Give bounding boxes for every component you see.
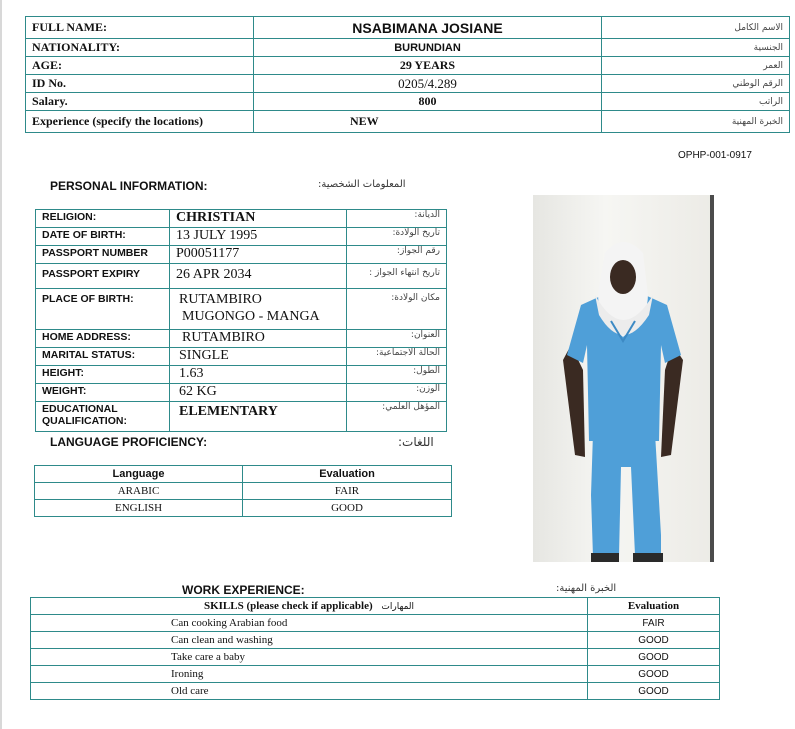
label: PASSPORT EXPIRY	[36, 264, 170, 289]
label: MARITAL STATUS:	[36, 348, 170, 366]
place-of-birth-value: RUTAMBIRO	[179, 292, 262, 307]
language-header: Language	[35, 466, 243, 483]
label: ID No.	[26, 75, 254, 93]
page-edge	[0, 0, 2, 729]
person-figure	[533, 195, 714, 562]
row-salary	[26, 93, 790, 111]
label-ar: الحالة الاجتماعية:	[347, 348, 447, 366]
language-row	[35, 500, 452, 517]
personal-info-title-ar: المعلومات الشخصية:	[318, 179, 406, 190]
skill-row	[31, 666, 720, 683]
row-height	[36, 366, 447, 384]
label: PLACE OF BIRTH:	[36, 289, 170, 330]
label: RELIGION:	[36, 210, 170, 228]
label: EDUCATIONAL QUALIFICATION:	[36, 402, 170, 432]
skills-header-row	[31, 598, 720, 615]
skills-table	[30, 597, 720, 700]
education-value: ELEMENTARY	[170, 402, 347, 432]
label: WEIGHT:	[36, 384, 170, 402]
label-ar: الطول:	[347, 366, 447, 384]
age-value: 29 YEARS	[254, 57, 602, 75]
row-dob	[36, 228, 447, 246]
label: Salary.	[26, 93, 254, 111]
skill-row	[31, 683, 720, 700]
label: Experience (specify the locations)	[26, 111, 254, 133]
skill-evaluation: GOOD	[588, 649, 720, 666]
id-value: 0205/4.289	[254, 75, 602, 93]
label-ar: الرقم الوطني	[602, 75, 790, 93]
skill-row	[31, 649, 720, 666]
row-place-of-birth	[36, 289, 447, 330]
row-home-address	[36, 330, 447, 348]
skills-header-ar: المهارات	[381, 602, 415, 612]
passport-number-value: P00051177	[170, 246, 347, 264]
row-passport-number	[36, 246, 447, 264]
skill-evaluation: GOOD	[588, 632, 720, 649]
candidate-photo	[533, 195, 714, 562]
label-ar: تاريخ انتهاء الجواز :	[347, 264, 447, 289]
place-of-birth-value-2: MUGONGO - MANGA	[182, 309, 320, 324]
language-name: ARABIC	[35, 483, 243, 500]
evaluation-header: Evaluation	[243, 466, 452, 483]
skill-row	[31, 632, 720, 649]
salary-value: 800	[254, 93, 602, 111]
nationality-value: BURUNDIAN	[254, 39, 602, 57]
label-ar: الجنسية	[602, 39, 790, 57]
label-ar: الوزن:	[347, 384, 447, 402]
skill-name: Old care	[31, 683, 588, 700]
label-ar: الديانة:	[347, 210, 447, 228]
label-ar: الراتب	[602, 93, 790, 111]
language-title: LANGUAGE PROFICIENCY:	[50, 435, 208, 449]
work-experience-title: WORK EXPERIENCE:	[182, 583, 305, 597]
full-name-value: NSABIMANA JOSIANE	[254, 17, 602, 39]
height-value: 1.63	[170, 366, 347, 384]
label: PASSPORT NUMBER	[36, 246, 170, 264]
row-marital-status	[36, 348, 447, 366]
skill-evaluation: GOOD	[588, 666, 720, 683]
language-table	[34, 465, 452, 517]
skill-name: Can cooking Arabian food	[31, 615, 588, 632]
label-ar: تاريخ الولادة:	[347, 228, 447, 246]
weight-value: 62 KG	[170, 384, 347, 402]
language-name: ENGLISH	[35, 500, 243, 517]
marital-status-value: SINGLE	[170, 348, 347, 366]
row-experience	[26, 111, 790, 133]
label-ar: مكان الولادة:	[347, 289, 447, 330]
skill-name: Ironing	[31, 666, 588, 683]
language-header-row	[35, 466, 452, 483]
language-row	[35, 483, 452, 500]
row-passport-expiry	[36, 264, 447, 289]
label: FULL NAME:	[26, 17, 254, 39]
religion-value: CHRISTIAN	[170, 210, 347, 228]
skill-row	[31, 615, 720, 632]
label: HEIGHT:	[36, 366, 170, 384]
row-nationality	[26, 39, 790, 57]
summary-table	[25, 16, 790, 133]
skill-name: Take care a baby	[31, 649, 588, 666]
label: AGE:	[26, 57, 254, 75]
personal-info-table	[35, 209, 447, 432]
skill-evaluation: GOOD	[588, 683, 720, 700]
label-ar: المؤهل العلمي:	[347, 402, 447, 432]
dob-value: 13 JULY 1995	[170, 228, 347, 246]
skills-header	[31, 598, 588, 615]
label-ar: الخبرة المهنية	[602, 111, 790, 133]
label-ar: رقم الجواز:	[347, 246, 447, 264]
row-age	[26, 57, 790, 75]
skill-evaluation: FAIR	[588, 615, 720, 632]
row-id	[26, 75, 790, 93]
personal-info-title: PERSONAL INFORMATION:	[50, 179, 208, 193]
reference-code: OPHP-001-0917	[678, 150, 752, 161]
language-evaluation: GOOD	[243, 500, 452, 517]
label-ar: العمر	[602, 57, 790, 75]
row-education	[36, 402, 447, 432]
row-weight	[36, 384, 447, 402]
language-evaluation: FAIR	[243, 483, 452, 500]
row-full-name	[26, 17, 790, 39]
label-ar: العنوان:	[347, 330, 447, 348]
language-title-ar: اللغات:	[398, 435, 434, 449]
place-of-birth-cell	[170, 289, 347, 330]
row-religion	[36, 210, 447, 228]
skills-header-label: SKILLS (please check if applicable)	[203, 600, 373, 612]
label-ar: الاسم الكامل	[602, 17, 790, 39]
label: NATIONALITY:	[26, 39, 254, 57]
home-address-value: RUTAMBIRO	[170, 330, 347, 348]
evaluation-header: Evaluation	[588, 598, 720, 615]
label: HOME ADDRESS:	[36, 330, 170, 348]
skill-name: Can clean and washing	[31, 632, 588, 649]
label: DATE OF BIRTH:	[36, 228, 170, 246]
passport-expiry-value: 26 APR 2034	[170, 264, 347, 289]
work-experience-title-ar: الخبرة المهنية:	[556, 583, 617, 594]
experience-value: NEW	[254, 111, 602, 133]
